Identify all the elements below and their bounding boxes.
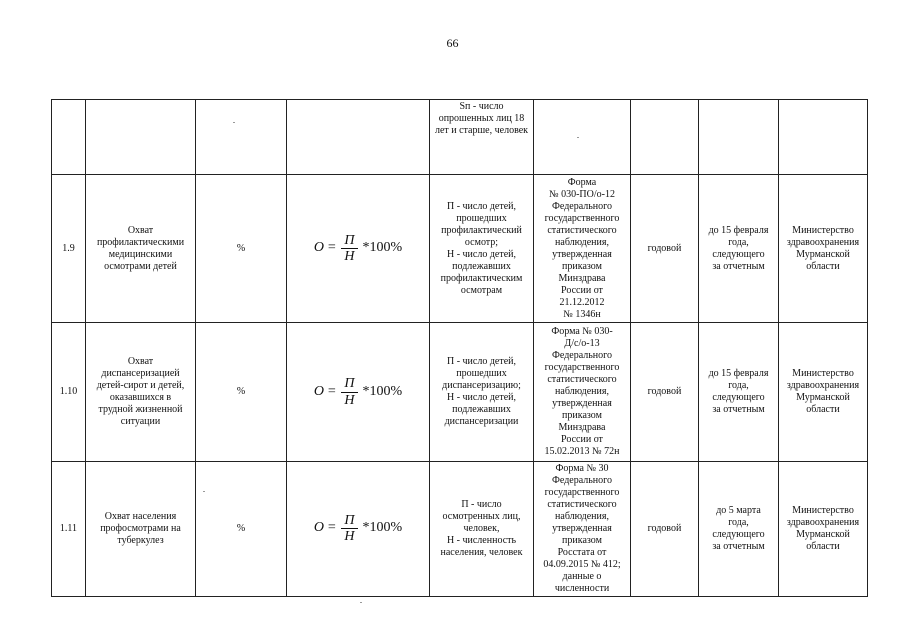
cell-unit <box>196 323 287 461</box>
cell-deadline-text: до 15 февраля года, следующего за отчетным <box>708 368 769 416</box>
cell-description <box>430 100 534 175</box>
cell-period-text: годовой <box>647 522 682 534</box>
cell-number <box>52 175 86 323</box>
cell-number-text: 1.9 <box>62 242 75 254</box>
cell-period <box>631 323 699 461</box>
cell-number <box>52 461 86 596</box>
formula <box>314 513 402 545</box>
cell-number <box>52 323 86 461</box>
cell-formula <box>287 323 430 461</box>
formula-denominator: H <box>344 249 355 265</box>
cell-responsible <box>779 175 868 323</box>
formula-multiplier: *100% <box>362 520 403 536</box>
cell-responsible-text: Министерство здравоохранения Мурманской области <box>786 368 860 416</box>
cell-description-text: П - число детей, прошедших профилактический осмотр; H - число детей, подлежавших профилактическим осмотрам <box>440 200 523 296</box>
cell-source <box>534 175 631 323</box>
cell-description-text: Sп - число опрошенных лиц 18 лет и старше, человек <box>434 101 529 136</box>
cell-responsible <box>779 461 868 596</box>
cell-number-text: 1.10 <box>59 386 78 398</box>
cell-deadline <box>699 100 779 175</box>
cell-formula <box>287 175 430 323</box>
cell-indicator-name <box>86 323 196 461</box>
cell-source <box>534 100 631 175</box>
cell-period <box>631 175 699 323</box>
scan-speck <box>360 602 362 603</box>
table-row <box>52 323 868 461</box>
page-number: 66 <box>446 36 459 50</box>
cell-source-text: Форма № 030-ПО/о-12 Федерального государственного статистического наблюдения, утвержденная приказом Минздрава России от 21.12.2012 № 1346н <box>544 176 620 320</box>
cell-deadline <box>699 175 779 323</box>
cell-deadline <box>699 323 779 461</box>
cell-deadline-text: до 5 марта года, следующего за отчетным <box>712 504 765 552</box>
formula-multiplier: *100% <box>362 240 403 256</box>
formula-denominator: H <box>344 392 355 408</box>
cell-period <box>631 100 699 175</box>
formula-lhs: O <box>313 383 324 399</box>
cell-responsible <box>779 323 868 461</box>
table-row <box>52 175 868 323</box>
table-row <box>52 461 868 596</box>
formula-numerator: П <box>341 376 357 392</box>
cell-description <box>430 461 534 596</box>
formula-denominator: H <box>344 529 355 545</box>
scan-speck <box>577 137 579 138</box>
cell-unit <box>196 461 287 596</box>
scan-speck <box>233 122 235 123</box>
cell-indicator-name-text: Охват профилактическими медицинскими осмотрами детей <box>96 224 185 272</box>
indicators-table <box>51 99 868 597</box>
formula-lhs: O <box>313 520 324 536</box>
cell-unit <box>196 100 287 175</box>
cell-source <box>534 323 631 461</box>
formula-lhs: O <box>313 240 324 256</box>
formula-eq: = <box>326 383 337 399</box>
scan-speck <box>203 491 205 492</box>
cell-deadline <box>699 461 779 596</box>
cell-indicator-name <box>86 175 196 323</box>
formula-eq: = <box>326 520 337 536</box>
cell-source-text: Форма № 30 Федерального государственного статистического наблюдения, утвержденная приказом Росстата от 04.09.2015 № 412; данные о численности <box>543 462 621 594</box>
cell-formula <box>287 461 430 596</box>
cell-period <box>631 461 699 596</box>
cell-deadline-text: до 15 февраля года, следующего за отчетным <box>708 224 769 272</box>
cell-formula <box>287 100 430 175</box>
cell-description-text: П - число осмотренных лиц, человек, H - численность населения, человек <box>440 498 523 558</box>
cell-indicator-name <box>86 100 196 175</box>
formula-fraction <box>341 376 357 408</box>
formula <box>314 233 402 265</box>
formula-eq: = <box>326 240 337 256</box>
table-row <box>52 100 868 175</box>
cell-description <box>430 175 534 323</box>
cell-period-text: годовой <box>647 242 682 254</box>
cell-responsible-text: Министерство здравоохранения Мурманской области <box>786 224 860 272</box>
cell-number <box>52 100 86 175</box>
cell-responsible-text: Министерство здравоохранения Мурманской области <box>786 504 860 552</box>
formula <box>314 376 402 408</box>
cell-source <box>534 461 631 596</box>
cell-responsible <box>779 100 868 175</box>
formula-multiplier: *100% <box>362 383 403 399</box>
cell-indicator-name <box>86 461 196 596</box>
cell-period-text: годовой <box>647 386 682 398</box>
cell-indicator-name-text: Охват диспансеризацией детей-сирот и детей, оказавшихся в трудной жизненной ситуации <box>96 356 185 428</box>
cell-source-text: Форма № 030- Д/с/о-13 Федерального государственного статистического наблюдения, утвержденная приказом Минздрава России от 15.02.2013 № 72н <box>544 326 620 458</box>
formula-numerator: П <box>341 513 357 529</box>
cell-description <box>430 323 534 461</box>
cell-unit-text: % <box>236 386 246 398</box>
cell-indicator-name-text: Охват населения профосмотрами на туберкулез <box>100 510 181 546</box>
cell-description-text: П - число детей, прошедших диспансеризацию; H - число детей, подлежавших диспансеризации <box>442 356 521 428</box>
cell-unit <box>196 175 287 323</box>
formula-numerator: П <box>341 233 357 249</box>
formula-fraction <box>341 233 357 265</box>
cell-unit-text: % <box>236 242 246 254</box>
cell-number-text: 1.11 <box>59 522 78 534</box>
formula-fraction <box>341 513 357 545</box>
cell-unit-text: % <box>236 522 246 534</box>
